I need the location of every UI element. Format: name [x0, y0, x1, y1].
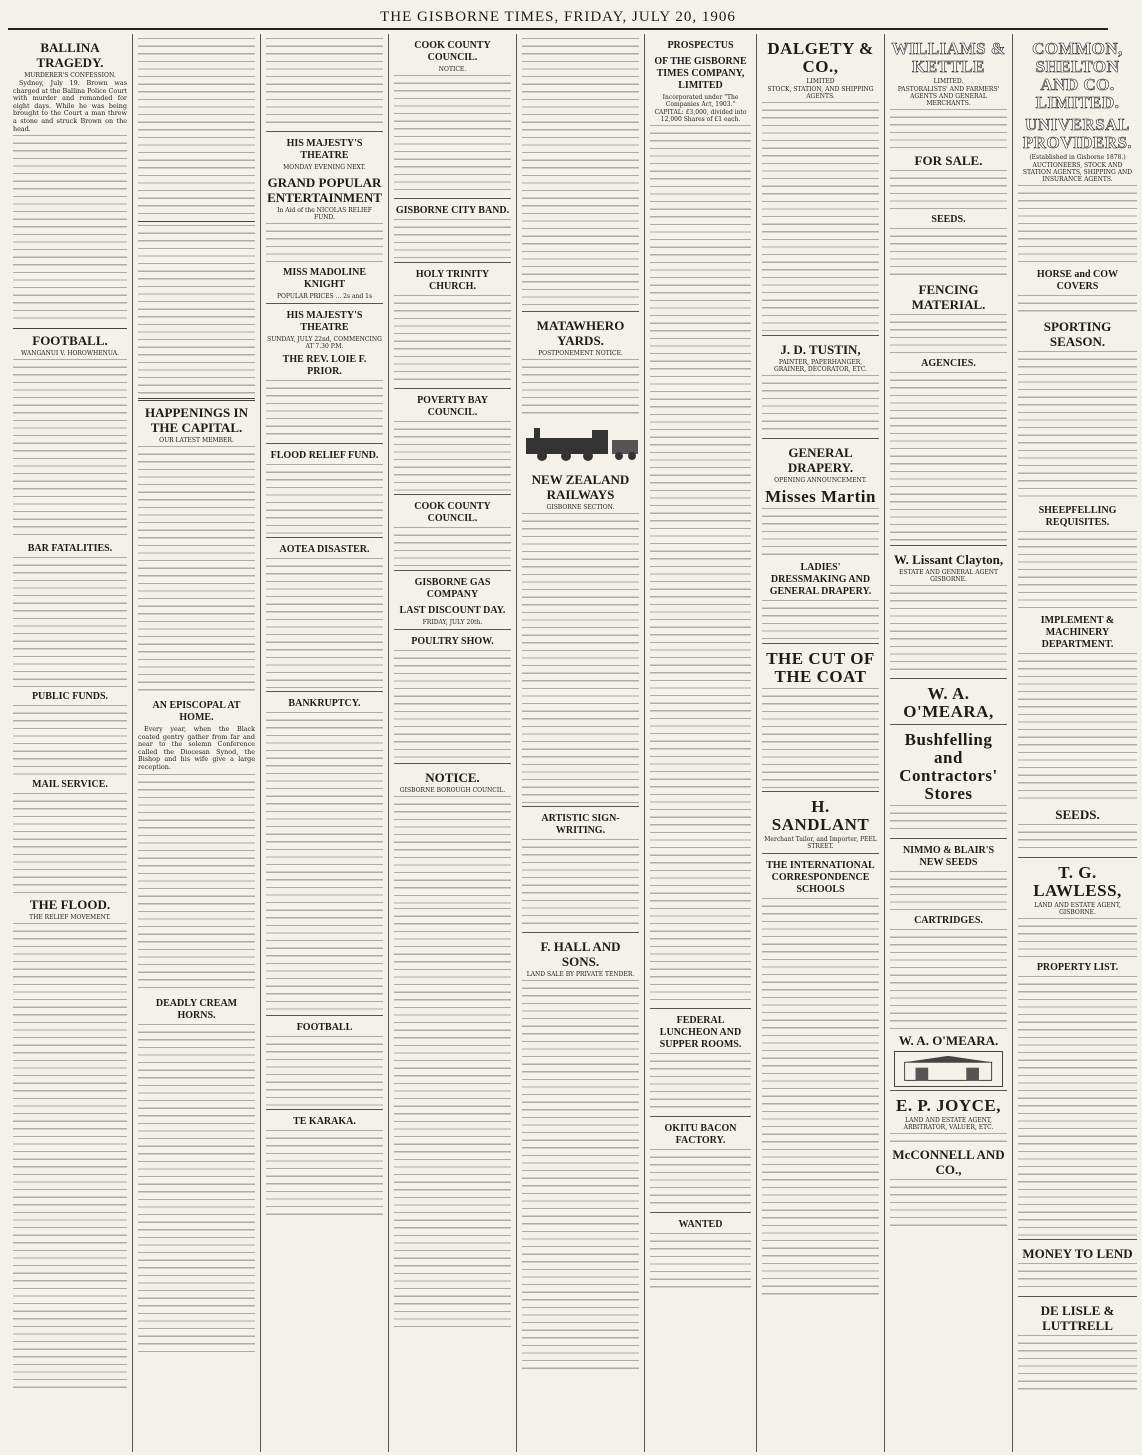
headline-football: FOOTBALL. — [32, 333, 108, 349]
column-3 — [261, 34, 389, 1452]
ad-dalgety-title: DALGETY & CO., — [767, 39, 874, 76]
subhead-latest-member: OUR LATEST MEMBER. — [159, 437, 234, 444]
article-public-funds-body — [13, 705, 127, 775]
ad-bankruptcy — [266, 691, 383, 1012]
ad-railways-section: GISBORNE SECTION. — [546, 503, 615, 511]
ad-cut-of-coat — [762, 643, 879, 788]
prospectus-incorporated: Incorporated under "The Companies Act, 1903." — [662, 94, 739, 108]
ad-sandlant — [762, 791, 879, 850]
headline-deadly-cream-horns: DEADLY CREAM HORNS. — [155, 997, 238, 1021]
headline-public-funds: PUBLIC FUNDS. — [31, 691, 109, 703]
masthead: THE GISBORNE TIMES, FRIDAY, JULY 20, 1906 — [8, 6, 1108, 30]
ad-cut-of-coat-title: THE CUT OF THE COAT — [766, 649, 875, 686]
ad-federal-title: FEDERAL LUNCHEON AND SUPPER ROOMS. — [659, 1015, 742, 1050]
article-episcopal-text: Every year, when the Black coated gentry gather from far and near to the solemn Conference called the Diocesan Synod, the Bishop and his wife give a large reception. — [138, 725, 255, 771]
ad-williams-kettle-limited: LIMITED. — [933, 78, 964, 85]
ad-clayton-role: ESTATE AND GENERAL AGENT GISBORNE. — [898, 569, 999, 583]
article-capital-body — [138, 446, 255, 696]
ad-theatre-grand-popular — [266, 131, 383, 300]
ad-omeara — [890, 678, 1007, 721]
shop-illustration — [894, 1051, 1003, 1087]
ad-gas-company-title: GISBORNE GAS COMPANY — [414, 577, 491, 600]
subhead-murderers-confession: MURDERER'S CONFESSION. — [24, 72, 116, 79]
ad-correspondence-schools — [762, 853, 879, 1298]
ad-dalgety-agents: STOCK, STATION, AND SHIPPING AGENTS. — [767, 86, 874, 100]
ad-williams-kettle-title: WILLIAMS & KETTLE — [891, 39, 1006, 76]
article-ballina-text: Sydney, July 19. Brown was charged at the Ballina Police Court with murder and remanded for eight days. While he was being brought to the Court a man threw a stone and struck Brown on the head. — [13, 79, 127, 133]
ad-prices: POPULAR PRICES ... 2s and 1s — [276, 293, 373, 300]
columns — [8, 34, 1133, 1452]
ad-bankruptcy-title: BANKRUPTCY. — [288, 698, 361, 709]
ad-agencies-title: AGENCIES. — [921, 358, 976, 369]
ad-common-shelton-services: AUCTIONEERS, STOCK AND STATION AGENTS, SHIPPING AND INSURANCE AGENTS. — [1022, 162, 1133, 183]
ad-established: (Established in Gisborne 1878.) — [1029, 154, 1126, 161]
ad-matawhero-yards — [522, 311, 639, 419]
ad-te-karaka-title: TE KARAKA. — [293, 1116, 356, 1127]
ad-williams-kettle-agents: PASTORALISTS' AND FARMERS' AGENTS AND GENERAL MERCHANTS. — [897, 86, 1000, 107]
ad-dalgety-limited: LIMITED — [806, 78, 835, 85]
ad-te-karaka — [266, 1109, 383, 1220]
ad-fencing-title: FENCING MATERIAL. — [911, 282, 986, 312]
ad-notice-title: NOTICE. — [425, 770, 480, 785]
ad-poverty-bay-title: POVERTY BAY COUNCIL. — [417, 395, 488, 418]
ad-wanted-title: WANTED — [678, 1219, 723, 1230]
ad-sheepfelling: SHEEPFELLING REQUISITES. — [1038, 505, 1117, 528]
article-episcopal-body — [138, 774, 255, 994]
ad-hall-and-sons — [522, 932, 639, 1370]
ad-drapery-title: GENERAL DRAPERY. — [787, 445, 854, 475]
ad-theatre-sunday — [266, 303, 383, 440]
ad-mcconnell-title: McCONNELL AND CO., — [892, 1147, 1005, 1177]
ad-bushfelling-title: Bushfelling and Contractors' Stores — [899, 730, 998, 803]
ad-lawless — [1018, 857, 1137, 1236]
ad-football-title: FOOTBALL — [296, 1022, 353, 1033]
ad-money-to-lend — [1018, 1239, 1137, 1293]
article-ballina-body — [13, 135, 127, 325]
headline-episcopal-at-home: AN EPISCOPAL AT HOME. — [152, 700, 241, 723]
headline-happenings-capital: HAPPENINGS IN THE CAPITAL. — [145, 405, 248, 435]
ad-gas-date: FRIDAY, JULY 20th. — [422, 619, 483, 626]
article-relief-list — [138, 225, 255, 395]
ad-city-band-title: GISBORNE CITY BAND. — [395, 205, 510, 216]
classifieds-col5-top — [522, 38, 639, 308]
classifieds-col4 — [394, 908, 511, 1328]
ad-land-sale: LAND SALE BY PRIVATE TENDER. — [526, 970, 635, 978]
ad-clayton-title: W. Lissant Clayton, — [893, 552, 1004, 567]
ad-aotea-title: AOTEA DISASTER. — [279, 544, 370, 555]
ad-theatre-sunday-date: SUNDAY, JULY 22nd, COMMENCING AT 7.30 P.M. — [267, 336, 382, 350]
prospectus-company: OF THE GISBORNE TIMES COMPANY, LIMITED — [654, 56, 747, 91]
ad-delisle-title: DE LISLE & LUTTRELL — [1040, 1303, 1115, 1333]
ad-nimmo-title: NIMMO & BLAIR'S NEW SEEDS — [902, 845, 995, 868]
article-mail-service-body — [13, 793, 127, 893]
ad-tustin-trades: PAINTER, PAPERHANGER, GRAINER, DECORATOR, ETC. — [773, 359, 868, 373]
ad-lissant-clayton — [890, 545, 1007, 675]
ad-holy-trinity-title: HOLY TRINITY CHURCH. — [415, 269, 490, 292]
ad-lawless-role: LAND AND ESTATE AGENT, GISBORNE. — [1034, 902, 1121, 916]
ad-flood-relief-title: FLOOD RELIEF FUND. — [270, 450, 379, 461]
ad-ladies-dressmaking: LADIES' DRESSMAKING AND GENERAL DRAPERY. — [769, 562, 872, 597]
ad-seeds-title: SEEDS. — [931, 214, 966, 225]
ad-okitu-title: OKITU BACON FACTORY. — [664, 1123, 737, 1146]
train-illustration — [522, 424, 642, 462]
ad-sporting-season: SPORTING SEASON. — [1043, 319, 1112, 349]
ad-football — [266, 1015, 383, 1106]
ad-tustin — [762, 335, 879, 435]
ad-aotea-disaster — [266, 537, 383, 688]
ad-flood-relief — [266, 443, 383, 534]
ad-tustin-title: J. D. TUSTIN, — [780, 342, 861, 357]
ad-cook-county-title-2: COOK COUNTY COUNCIL. — [414, 501, 491, 524]
ad-performer-name: MISS MADOLINE KNIGHT — [282, 267, 367, 290]
column-8 — [1013, 34, 1142, 1452]
ad-holy-trinity — [394, 262, 511, 385]
ad-railways-title: NEW ZEALAND RAILWAYS — [531, 471, 630, 502]
ad-ics-title: THE INTERNATIONAL CORRESPONDENCE SCHOOLS — [766, 860, 875, 895]
ad-bushfelling — [890, 724, 1007, 835]
ad-cook-county-notice: NOTICE. — [438, 66, 467, 73]
subhead-relief-movement: THE RELIEF MOVEMENT. — [29, 914, 111, 922]
column-6 — [645, 34, 757, 1452]
ad-hall-title: F. HALL AND SONS. — [540, 938, 621, 969]
ad-cartridges-title: CARTRIDGES. — [914, 915, 983, 926]
ad-for-sale-title: FOR SALE. — [914, 153, 983, 168]
prospectus-capital: CAPITAL: £3,000, divided into 12,000 Shares of £1 each. — [654, 109, 747, 123]
column-7 — [757, 34, 885, 1452]
headline-bar-fatalities: BAR FATALITIES. — [27, 543, 113, 555]
ad-sign-writing — [522, 806, 639, 929]
ad-postponement: POSTPONEMENT NOTICE. — [538, 350, 623, 357]
prospectus-title: PROSPECTUS — [667, 40, 734, 51]
ad-cook-county-title: COOK COUNTY COUNCIL. — [414, 40, 491, 63]
ad-implement-dept: IMPLEMENT & MACHINERY DEPARTMENT. — [1040, 615, 1115, 650]
ad-lawless-title: T. G. LAWLESS, — [1033, 863, 1122, 900]
ad-matawhero-title: MATAWHERO YARDS. — [536, 318, 625, 348]
ad-okitu-bacon — [650, 1116, 751, 1209]
ad-gas-company — [394, 570, 511, 626]
article-bar-fatalities-body — [13, 557, 127, 687]
ad-omeara-title: W. A. O'MEARA, — [903, 684, 994, 721]
column-1 — [8, 34, 133, 1452]
headline-the-flood: THE FLOOD. — [29, 897, 111, 913]
ad-drapery-opening: OPENING ANNOUNCEMENT. — [774, 477, 867, 484]
ad-poverty-bay — [394, 388, 511, 491]
column-5 — [517, 34, 645, 1452]
ad-ep-joyce — [890, 1090, 1007, 1229]
ad-general-drapery — [762, 438, 879, 640]
ad-joyce-title: E. P. JOYCE, — [895, 1096, 1002, 1115]
column-2 — [133, 34, 261, 1452]
article-cream-horns-body — [138, 1024, 255, 1354]
column-4 — [389, 34, 517, 1452]
ad-borough-notice — [394, 763, 511, 906]
ad-money-title: MONEY TO LEND — [1022, 1246, 1133, 1261]
ad-de-lisle-luttrell — [1018, 1296, 1137, 1395]
ad-common-shelton-title: COMMON, SHELTON AND CO. LIMITED. — [1032, 39, 1123, 112]
ad-theatre-title-2: HIS MAJESTY'S THEATRE — [286, 310, 363, 333]
column-7b — [885, 34, 1013, 1452]
headline-ballina-tragedy: BALLINA TRAGEDY. — [36, 40, 104, 70]
ad-property-list: PROPERTY LIST. — [1036, 962, 1119, 973]
ad-sandlant-title: H. SANDLANT — [771, 797, 870, 834]
ad-misses-martin: Misses Martin — [765, 487, 876, 506]
ad-theatre-date: MONDAY EVENING NEXT. — [283, 164, 366, 171]
article-football-body — [13, 359, 127, 539]
prospectus-body — [650, 125, 751, 1005]
ad-sign-writing-title: ARTISTIC SIGN-WRITING. — [541, 812, 620, 836]
ad-cook-county-2 — [394, 494, 511, 567]
ad-city-band — [394, 198, 511, 259]
ad-joyce-role: LAND AND ESTATE AGENT, ARBITRATOR, VALUER, ETC. — [903, 1117, 994, 1131]
ad-nimmo-blair — [890, 838, 1007, 1048]
ad-borough-council: GISBORNE BOROUGH COUNCIL. — [399, 787, 506, 794]
ad-sandlant-trade: Merchant Tailor, and Importer, PEEL STREET. — [764, 836, 877, 850]
ad-theatre-title: HIS MAJESTY'S THEATRE — [286, 138, 363, 161]
ad-poultry-title: POULTRY SHOW. — [411, 636, 494, 647]
ad-omeara-title-2: W. A. O'MEARA. — [898, 1033, 999, 1048]
ad-entertainment-cause: In Aid of the NICOLAS RELIEF FUND. — [277, 207, 372, 221]
ad-gas-discount: LAST DISCOUNT DAY. — [399, 605, 506, 616]
headline-mail-service: MAIL SERVICE. — [32, 779, 108, 791]
subhead-wanganui-horowhenua: WANGANUI V. HOROWHENUA. — [21, 350, 119, 358]
ad-wanted — [650, 1212, 751, 1293]
ad-seeds-col8: SEEDS. — [1055, 807, 1100, 822]
article-flood-body — [13, 923, 127, 1393]
ad-poultry-show — [394, 629, 511, 760]
ad-universal-providers: UNIVERSAL PROVIDERS. — [1022, 115, 1133, 152]
article-continued-body — [138, 38, 255, 218]
ad-horse-cow-covers: HORSE and COW COVERS — [1036, 269, 1119, 292]
ad-entertainment-title: GRAND POPULAR ENTERTAINMENT — [267, 175, 382, 205]
ad-lecturer-name: THE REV. LOIE F. PRIOR. — [282, 354, 367, 377]
article-continued-col3 — [266, 38, 383, 128]
ad-federal-luncheon — [650, 1008, 751, 1113]
